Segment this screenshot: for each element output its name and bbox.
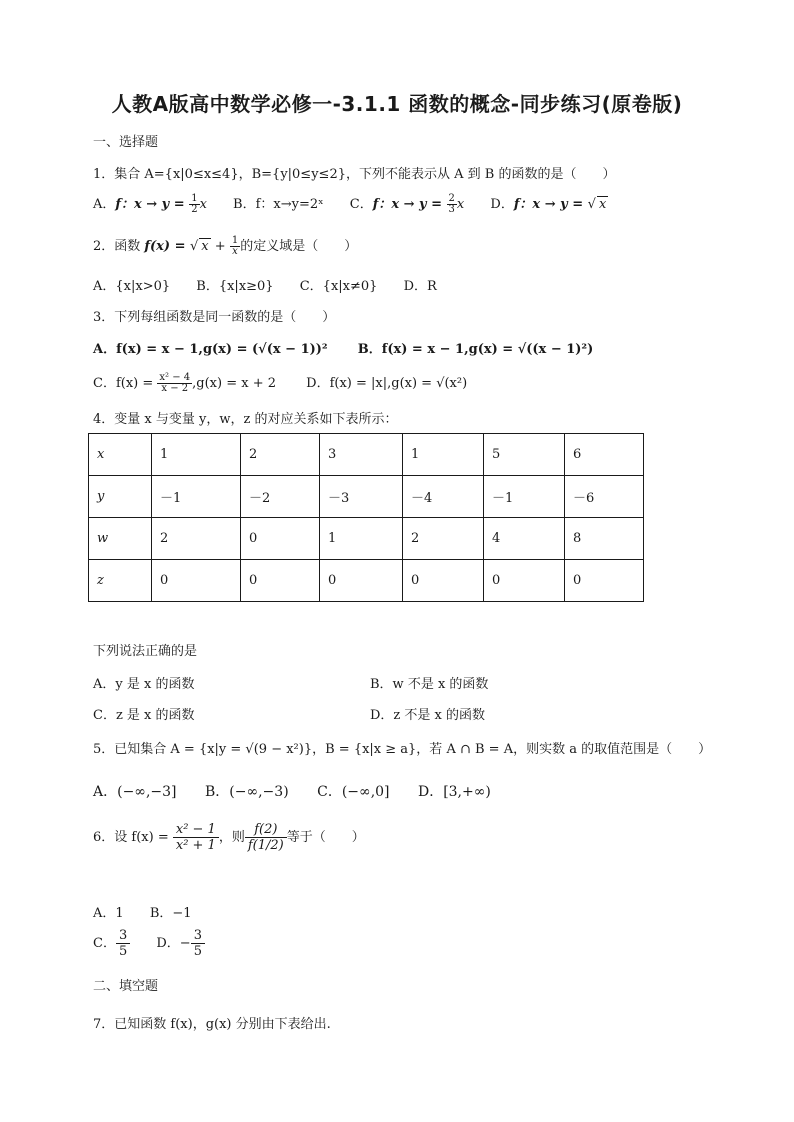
q1-option-c: C．f：x → y = $\frac{2}{3}$ x (349, 193, 465, 215)
question-6-options-cd (93, 928, 205, 959)
question-5-stem: 5．已知集合 A = {x|y = √(9 − x²)}，B = {x|x ≥ a}，若 A ∩ B = A，则实数 a 的取值范围是（ ） (93, 742, 712, 757)
page-title: 人教A版高中数学必修一-3.1.1 函数的概念-同步练习(原卷版) (111, 92, 683, 116)
table-cell: 0 (484, 560, 565, 602)
q2-option-b: B．{x|x≥0} (196, 279, 274, 294)
table-row-header: y (89, 476, 152, 518)
section-heading-fill: 二、填空题 (93, 979, 159, 994)
table-cell: 6 (565, 434, 644, 476)
table-cell: 5 (484, 434, 565, 476)
q6-option-c: C． $\frac{3}{5}$ (93, 928, 130, 959)
question-3-stem: 3．下列每组函数是同一函数的是（ ） (93, 310, 336, 325)
q6-ratio: $\frac{f(2)}{f(1/2)}$ (245, 822, 287, 853)
table-cell: 2 (403, 518, 484, 560)
question-1-options (93, 193, 608, 215)
table-cell: －2 (241, 476, 320, 518)
q2-option-c: C．{x|x≠0} (299, 279, 378, 294)
table-row (89, 434, 644, 476)
q4-option-a: A．y 是 x 的函数 (93, 677, 195, 692)
q6-option-b: B．−1 (149, 906, 192, 921)
q6-option-d: D．− $\frac{3}{5}$ (156, 928, 205, 959)
q3-option-c: C．f(x) = $\frac{\text{x² − 4}}{x - 2}$ ,g(x) = x + 2 (93, 372, 277, 394)
table-cell: 0 (241, 560, 320, 602)
question-6-stem: 6．设 f(x) = $\frac{\text{x² − 1}}{\text{x² + 1}}$ ，则 $\frac{f(2)}{f(1/2)}$ 等于（ ） (93, 822, 365, 853)
table-cell: 1 (320, 518, 403, 560)
table-cell: 1 (152, 434, 241, 476)
question-4-stem: 4．变量 x 与变量 y，w，z 的对应关系如下表所示： (93, 412, 398, 427)
table-cell: 0 (152, 560, 241, 602)
question-5-options (93, 781, 491, 801)
question-1-stem: 1．集合 A={x|0≤x≤4}，B={y|0≤y≤2}，下列不能表示从 A 到 B 的函数的是（ ） (93, 167, 616, 182)
table-cell: －3 (320, 476, 403, 518)
q1-option-a: A．f：x → y = $\frac{1}{2}$ x (93, 193, 207, 215)
q2-option-d: D．R (403, 279, 437, 294)
question-7-stem: 7．已知函数 f(x)，g(x) 分别由下表给出. (93, 1017, 331, 1032)
question-2-stem: 2．函数 f(x) = √ x + $\frac{1}{x}$ 的定义域是（ ） (93, 235, 358, 257)
table-cell: 2 (241, 434, 320, 476)
question-6-options-ab (93, 902, 192, 921)
q4-option-b: B．w 不是 x 的函数 (370, 677, 489, 692)
q3-c-fraction: $\frac{\text{x² − 4}}{x - 2}$ (159, 372, 191, 394)
q5-option-d: D．[3,+∞) (417, 784, 491, 800)
table-cell: 1 (403, 434, 484, 476)
section-heading-choice: 一、选择题 (93, 135, 159, 150)
table-row (89, 560, 644, 602)
question-3-options-cd (93, 372, 467, 394)
table-cell: 8 (565, 518, 644, 560)
question-4-prompt: 下列说法正确的是 (93, 644, 198, 659)
q6-fraction: $\frac{\text{x² − 1}}{\text{x² + 1}}$ (173, 822, 219, 853)
q1-option-b: B．f：x→y=2ˣ (233, 197, 324, 212)
question-3-options-ab (93, 338, 593, 357)
table-cell: 0 (565, 560, 644, 602)
table-cell: 0 (241, 518, 320, 560)
q1-a-fraction: $\frac{1}{2}$ (191, 193, 198, 215)
q3-option-a: A．f(x) = x − 1,g(x) = (√(x − 1))² (93, 342, 328, 357)
q3-option-b: B．f(x) = x − 1,g(x) = √((x − 1)²) (357, 342, 594, 357)
q2-option-a: A．{x|x>0} (93, 279, 171, 294)
table-cell: －1 (484, 476, 565, 518)
table-row-header: z (89, 560, 152, 602)
table-row (89, 476, 644, 518)
q1-c-fraction: $\frac{2}{3}$ (448, 193, 455, 215)
question-2-options (93, 275, 437, 294)
q4-option-d: D．z 不是 x 的函数 (370, 708, 486, 723)
table-cell: 3 (320, 434, 403, 476)
table-cell: －4 (403, 476, 484, 518)
table-cell: －6 (565, 476, 644, 518)
q3-option-d: D．f(x) = |x|,g(x) = √(x²) (306, 376, 468, 391)
q2-fraction: $\frac{1}{x}$ (231, 235, 239, 257)
table-cell: 4 (484, 518, 565, 560)
correspondence-table (88, 433, 644, 602)
table-cell: －1 (152, 476, 241, 518)
table-cell: 0 (320, 560, 403, 602)
q6-option-a: A．1 (93, 906, 124, 921)
table-cell: 0 (403, 560, 484, 602)
q5-option-a: A．(−∞,−3] (93, 784, 177, 800)
table-row-header: w (89, 518, 152, 560)
q4-option-c: C．z 是 x 的函数 (93, 708, 195, 723)
q5-option-b: B．(−∞,−3) (204, 784, 289, 800)
q5-option-c: C．(−∞,0] (317, 784, 390, 800)
table-row-header: x (89, 434, 152, 476)
q1-option-d: D．f：x → y = √ x (490, 197, 607, 212)
table-row (89, 518, 644, 560)
table-cell: 2 (152, 518, 241, 560)
